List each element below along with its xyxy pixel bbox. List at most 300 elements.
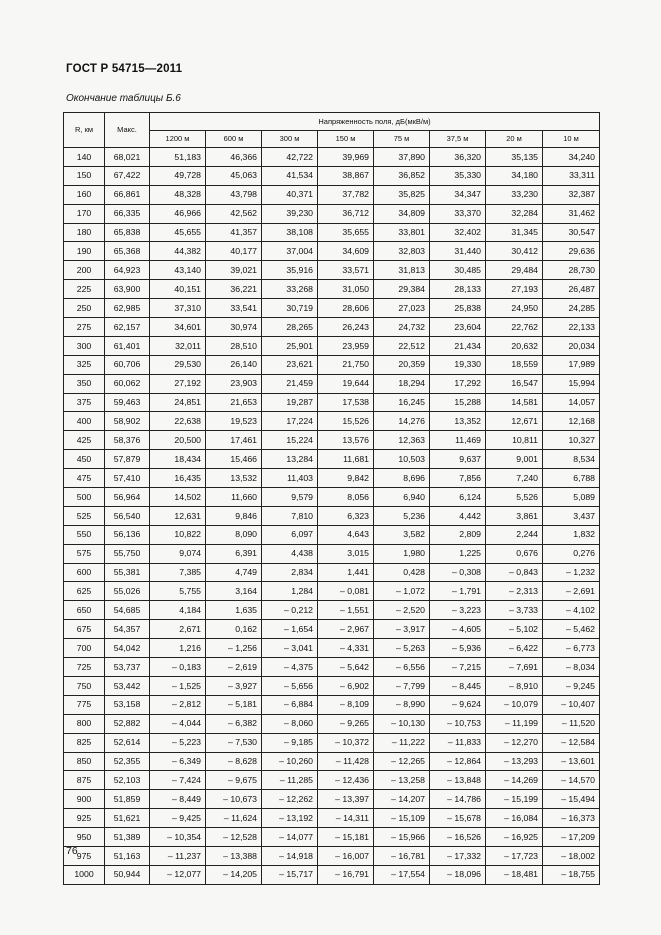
value-cell: 21,434	[430, 336, 486, 355]
value-cell: 17,461	[206, 431, 262, 450]
value-cell: 16,547	[486, 374, 543, 393]
value-cell: 34,180	[486, 166, 543, 185]
value-cell: 24,732	[374, 318, 430, 337]
max-cell: 51,389	[105, 828, 150, 847]
value-cell: – 5,102	[486, 620, 543, 639]
value-cell: 36,852	[374, 166, 430, 185]
group-header: Напряженность поля, дБ(мкВ/м)	[150, 113, 600, 131]
value-cell: – 15,966	[374, 828, 430, 847]
value-cell: 37,310	[150, 299, 206, 318]
value-cell: 13,284	[262, 450, 318, 469]
value-cell: – 12,077	[150, 865, 206, 884]
max-cell: 59,463	[105, 393, 150, 412]
max-cell: 60,062	[105, 374, 150, 393]
value-cell: 13,576	[318, 431, 374, 450]
max-cell: 53,158	[105, 695, 150, 714]
value-cell: 32,284	[486, 204, 543, 223]
value-cell: – 13,258	[374, 771, 430, 790]
table-row	[64, 412, 600, 431]
value-cell: 27,023	[374, 299, 430, 318]
max-cell: 56,964	[105, 488, 150, 507]
value-cell: 29,384	[374, 280, 430, 299]
value-cell: – 2,619	[206, 658, 262, 677]
distance-cell: 180	[64, 223, 105, 242]
value-cell: 25,838	[430, 299, 486, 318]
value-cell: 4,749	[206, 563, 262, 582]
value-cell: 32,011	[150, 336, 206, 355]
value-cell: 38,108	[262, 223, 318, 242]
field-strength-table	[63, 112, 600, 885]
value-cell: 29,484	[486, 261, 543, 280]
distance-cell: 140	[64, 148, 105, 167]
distance-cell: 925	[64, 809, 105, 828]
value-cell: 43,140	[150, 261, 206, 280]
value-cell: – 5,936	[430, 639, 486, 658]
value-cell: – 3,041	[262, 639, 318, 658]
value-cell: – 8,445	[430, 676, 486, 695]
value-cell: – 4,044	[150, 714, 206, 733]
value-cell: – 12,270	[486, 733, 543, 752]
value-cell: 42,562	[206, 204, 262, 223]
value-cell: 37,004	[262, 242, 318, 261]
value-cell: 1,216	[150, 639, 206, 658]
value-cell: 16,245	[374, 393, 430, 412]
value-cell: 39,230	[262, 204, 318, 223]
value-cell: 6,391	[206, 544, 262, 563]
max-cell: 57,410	[105, 469, 150, 488]
value-cell: 3,015	[318, 544, 374, 563]
value-cell: 23,621	[262, 355, 318, 374]
distance-cell: 275	[64, 318, 105, 337]
value-cell: – 4,331	[318, 639, 374, 658]
value-cell: – 5,263	[374, 639, 430, 658]
value-cell: 0,428	[374, 563, 430, 582]
value-cell: 31,345	[486, 223, 543, 242]
value-cell: 29,530	[150, 355, 206, 374]
value-cell: 13,352	[430, 412, 486, 431]
value-cell: 1,284	[262, 582, 318, 601]
distance-cell: 800	[64, 714, 105, 733]
value-cell: 41,357	[206, 223, 262, 242]
value-cell: – 2,313	[486, 582, 543, 601]
value-cell: 36,221	[206, 280, 262, 299]
value-cell: 34,609	[318, 242, 374, 261]
value-cell: – 11,199	[486, 714, 543, 733]
value-cell: 24,285	[543, 299, 600, 318]
distance-cell: 575	[64, 544, 105, 563]
value-cell: – 8,910	[486, 676, 543, 695]
distance-cell: 900	[64, 790, 105, 809]
table-row	[64, 223, 600, 242]
value-cell: 43,798	[206, 185, 262, 204]
value-cell: 6,940	[374, 488, 430, 507]
value-cell: 20,034	[543, 336, 600, 355]
distance-cell: 375	[64, 393, 105, 412]
col-header-height: 20 м	[486, 131, 543, 148]
value-cell: 0,276	[543, 544, 600, 563]
distance-cell: 200	[64, 261, 105, 280]
value-cell: – 13,848	[430, 771, 486, 790]
value-cell: – 7,530	[206, 733, 262, 752]
value-cell: – 12,584	[543, 733, 600, 752]
value-cell: – 0,308	[430, 563, 486, 582]
value-cell: 27,193	[486, 280, 543, 299]
value-cell: 12,631	[150, 506, 206, 525]
value-cell: – 0,081	[318, 582, 374, 601]
value-cell: 19,644	[318, 374, 374, 393]
table-row	[64, 261, 600, 280]
value-cell: 44,382	[150, 242, 206, 261]
distance-cell: 170	[64, 204, 105, 223]
value-cell: – 4,605	[430, 620, 486, 639]
value-cell: 9,842	[318, 469, 374, 488]
value-cell: 4,442	[430, 506, 486, 525]
col-header-height: 150 м	[318, 131, 374, 148]
value-cell: – 8,990	[374, 695, 430, 714]
max-cell: 66,861	[105, 185, 150, 204]
value-cell: 17,292	[430, 374, 486, 393]
value-cell: 5,526	[486, 488, 543, 507]
value-cell: 26,487	[543, 280, 600, 299]
value-cell: 37,890	[374, 148, 430, 167]
value-cell: 18,434	[150, 450, 206, 469]
value-cell: 45,063	[206, 166, 262, 185]
value-cell: – 12,436	[318, 771, 374, 790]
distance-cell: 190	[64, 242, 105, 261]
col-header-max: Макс.	[105, 113, 150, 148]
distance-cell: 450	[64, 450, 105, 469]
distance-cell: 950	[64, 828, 105, 847]
max-cell: 56,136	[105, 525, 150, 544]
value-cell: 33,370	[430, 204, 486, 223]
value-cell: 35,330	[430, 166, 486, 185]
distance-cell: 775	[64, 695, 105, 714]
table-row	[64, 242, 600, 261]
col-header-height: 1200 м	[150, 131, 206, 148]
value-cell: 1,635	[206, 601, 262, 620]
table-row	[64, 488, 600, 507]
table-row	[64, 695, 600, 714]
value-cell: 7,385	[150, 563, 206, 582]
col-header-height: 600 м	[206, 131, 262, 148]
value-cell: – 10,260	[262, 752, 318, 771]
distance-cell: 650	[64, 601, 105, 620]
value-cell: – 18,755	[543, 865, 600, 884]
value-cell: – 6,902	[318, 676, 374, 695]
value-cell: 40,151	[150, 280, 206, 299]
distance-cell: 700	[64, 639, 105, 658]
value-cell: 17,538	[318, 393, 374, 412]
value-cell: 39,969	[318, 148, 374, 167]
table-caption: Окончание таблицы Б.6	[66, 93, 181, 104]
max-cell: 53,737	[105, 658, 150, 677]
max-cell: 61,401	[105, 336, 150, 355]
value-cell: – 8,109	[318, 695, 374, 714]
value-cell: 32,387	[543, 185, 600, 204]
value-cell: 46,966	[150, 204, 206, 223]
value-cell: 2,834	[262, 563, 318, 582]
value-cell: 15,466	[206, 450, 262, 469]
value-cell: 14,057	[543, 393, 600, 412]
table-row	[64, 865, 600, 884]
value-cell: 8,696	[374, 469, 430, 488]
value-cell: – 14,570	[543, 771, 600, 790]
value-cell: – 2,691	[543, 582, 600, 601]
value-cell: – 14,077	[262, 828, 318, 847]
value-cell: 21,459	[262, 374, 318, 393]
table-row	[64, 280, 600, 299]
value-cell: 14,276	[374, 412, 430, 431]
value-cell: 36,712	[318, 204, 374, 223]
value-cell: – 2,812	[150, 695, 206, 714]
value-cell: – 17,723	[486, 846, 543, 865]
value-cell: 33,571	[318, 261, 374, 280]
value-cell: 28,606	[318, 299, 374, 318]
value-cell: – 5,181	[206, 695, 262, 714]
value-cell: 9,074	[150, 544, 206, 563]
value-cell: 40,177	[206, 242, 262, 261]
value-cell: – 9,425	[150, 809, 206, 828]
value-cell: – 5,656	[262, 676, 318, 695]
value-cell: – 1,072	[374, 582, 430, 601]
value-cell: 29,636	[543, 242, 600, 261]
value-cell: – 16,373	[543, 809, 600, 828]
table-row	[64, 601, 600, 620]
value-cell: 10,503	[374, 450, 430, 469]
value-cell: 30,412	[486, 242, 543, 261]
value-cell: 6,097	[262, 525, 318, 544]
value-cell: – 10,753	[430, 714, 486, 733]
value-cell: – 15,199	[486, 790, 543, 809]
value-cell: 45,655	[150, 223, 206, 242]
value-cell: 7,810	[262, 506, 318, 525]
distance-cell: 975	[64, 846, 105, 865]
max-cell: 64,923	[105, 261, 150, 280]
table-row	[64, 733, 600, 752]
value-cell: – 1,232	[543, 563, 600, 582]
value-cell: – 2,967	[318, 620, 374, 639]
max-cell: 53,442	[105, 676, 150, 695]
value-cell: – 14,205	[206, 865, 262, 884]
distance-cell: 1000	[64, 865, 105, 884]
value-cell: – 16,791	[318, 865, 374, 884]
distance-cell: 525	[64, 506, 105, 525]
table-row	[64, 771, 600, 790]
value-cell: – 4,375	[262, 658, 318, 677]
table-row	[64, 148, 600, 167]
value-cell: – 11,237	[150, 846, 206, 865]
value-cell: – 18,481	[486, 865, 543, 884]
table-row	[64, 336, 600, 355]
value-cell: – 1,654	[262, 620, 318, 639]
table-row	[64, 544, 600, 563]
distance-cell: 850	[64, 752, 105, 771]
value-cell: 0,162	[206, 620, 262, 639]
distance-cell: 400	[64, 412, 105, 431]
value-cell: 6,124	[430, 488, 486, 507]
distance-cell: 675	[64, 620, 105, 639]
value-cell: – 6,773	[543, 639, 600, 658]
value-cell: – 16,526	[430, 828, 486, 847]
distance-cell: 500	[64, 488, 105, 507]
value-cell: 31,462	[543, 204, 600, 223]
table-row	[64, 299, 600, 318]
value-cell: 34,601	[150, 318, 206, 337]
col-header-height: 75 м	[374, 131, 430, 148]
value-cell: – 14,786	[430, 790, 486, 809]
distance-cell: 600	[64, 563, 105, 582]
value-cell: 10,811	[486, 431, 543, 450]
value-cell: 35,655	[318, 223, 374, 242]
value-cell: 19,523	[206, 412, 262, 431]
value-cell: – 17,332	[430, 846, 486, 865]
value-cell: – 5,462	[543, 620, 600, 639]
table-row	[64, 676, 600, 695]
value-cell: – 7,424	[150, 771, 206, 790]
value-cell: – 6,556	[374, 658, 430, 677]
value-cell: – 5,642	[318, 658, 374, 677]
value-cell: 11,660	[206, 488, 262, 507]
value-cell: – 16,925	[486, 828, 543, 847]
value-cell: 14,502	[150, 488, 206, 507]
max-cell: 55,381	[105, 563, 150, 582]
value-cell: 9,579	[262, 488, 318, 507]
max-cell: 55,026	[105, 582, 150, 601]
distance-cell: 150	[64, 166, 105, 185]
distance-cell: 425	[64, 431, 105, 450]
value-cell: 27,192	[150, 374, 206, 393]
value-cell: 22,512	[374, 336, 430, 355]
value-cell: 31,050	[318, 280, 374, 299]
value-cell: 1,225	[430, 544, 486, 563]
max-cell: 51,163	[105, 846, 150, 865]
value-cell: 13,532	[206, 469, 262, 488]
distance-cell: 725	[64, 658, 105, 677]
value-cell: 7,856	[430, 469, 486, 488]
value-cell: 12,671	[486, 412, 543, 431]
value-cell: – 18,002	[543, 846, 600, 865]
value-cell: – 10,673	[206, 790, 262, 809]
table-row	[64, 318, 600, 337]
value-cell: 28,133	[430, 280, 486, 299]
value-cell: 0,676	[486, 544, 543, 563]
value-cell: – 0,212	[262, 601, 318, 620]
value-cell: – 3,733	[486, 601, 543, 620]
value-cell: 6,323	[318, 506, 374, 525]
value-cell: – 10,079	[486, 695, 543, 714]
value-cell: – 10,372	[318, 733, 374, 752]
value-cell: 18,294	[374, 374, 430, 393]
value-cell: 2,244	[486, 525, 543, 544]
value-cell: – 12,528	[206, 828, 262, 847]
value-cell: – 6,349	[150, 752, 206, 771]
value-cell: 4,643	[318, 525, 374, 544]
col-header-height: 10 м	[543, 131, 600, 148]
value-cell: 34,809	[374, 204, 430, 223]
value-cell: 34,347	[430, 185, 486, 204]
value-cell: 9,846	[206, 506, 262, 525]
distance-cell: 475	[64, 469, 105, 488]
value-cell: 9,001	[486, 450, 543, 469]
distance-cell: 350	[64, 374, 105, 393]
table-row	[64, 450, 600, 469]
value-cell: 8,090	[206, 525, 262, 544]
table-row	[64, 582, 600, 601]
value-cell: 22,762	[486, 318, 543, 337]
table-row	[64, 846, 600, 865]
table-row	[64, 506, 600, 525]
value-cell: 41,534	[262, 166, 318, 185]
value-cell: 24,851	[150, 393, 206, 412]
value-cell: 8,534	[543, 450, 600, 469]
max-cell: 52,614	[105, 733, 150, 752]
value-cell: – 11,285	[262, 771, 318, 790]
max-cell: 63,900	[105, 280, 150, 299]
max-cell: 66,335	[105, 204, 150, 223]
table-row	[64, 658, 600, 677]
max-cell: 60,706	[105, 355, 150, 374]
value-cell: – 17,209	[543, 828, 600, 847]
value-cell: – 2,520	[374, 601, 430, 620]
table-row	[64, 790, 600, 809]
max-cell: 62,157	[105, 318, 150, 337]
value-cell: – 0,843	[486, 563, 543, 582]
value-cell: – 6,422	[486, 639, 543, 658]
table-row	[64, 620, 600, 639]
value-cell: – 16,007	[318, 846, 374, 865]
value-cell: 3,164	[206, 582, 262, 601]
value-cell: 15,994	[543, 374, 600, 393]
value-cell: – 4,102	[543, 601, 600, 620]
table-row	[64, 828, 600, 847]
value-cell: – 11,833	[430, 733, 486, 752]
table-row	[64, 204, 600, 223]
value-cell: – 11,222	[374, 733, 430, 752]
value-cell: 14,581	[486, 393, 543, 412]
value-cell: – 10,407	[543, 695, 600, 714]
table-row	[64, 714, 600, 733]
value-cell: – 1,791	[430, 582, 486, 601]
value-cell: 39,021	[206, 261, 262, 280]
value-cell: – 3,917	[374, 620, 430, 639]
value-cell: 4,438	[262, 544, 318, 563]
value-cell: 42,722	[262, 148, 318, 167]
value-cell: – 12,262	[262, 790, 318, 809]
value-cell: – 14,269	[486, 771, 543, 790]
value-cell: 17,989	[543, 355, 600, 374]
value-cell: 33,541	[206, 299, 262, 318]
value-cell: 20,359	[374, 355, 430, 374]
value-cell: 5,089	[543, 488, 600, 507]
value-cell: 28,730	[543, 261, 600, 280]
distance-cell: 250	[64, 299, 105, 318]
max-cell: 56,540	[105, 506, 150, 525]
document-header: ГОСТ Р 54715—2011	[66, 63, 183, 75]
max-cell: 65,368	[105, 242, 150, 261]
value-cell: 32,402	[430, 223, 486, 242]
value-cell: – 0,183	[150, 658, 206, 677]
table-row	[64, 431, 600, 450]
value-cell: 1,980	[374, 544, 430, 563]
max-cell: 65,838	[105, 223, 150, 242]
max-cell: 68,021	[105, 148, 150, 167]
distance-cell: 750	[64, 676, 105, 695]
distance-cell: 550	[64, 525, 105, 544]
value-cell: 30,547	[543, 223, 600, 242]
distance-cell: 625	[64, 582, 105, 601]
value-cell: 12,168	[543, 412, 600, 431]
value-cell: – 3,927	[206, 676, 262, 695]
